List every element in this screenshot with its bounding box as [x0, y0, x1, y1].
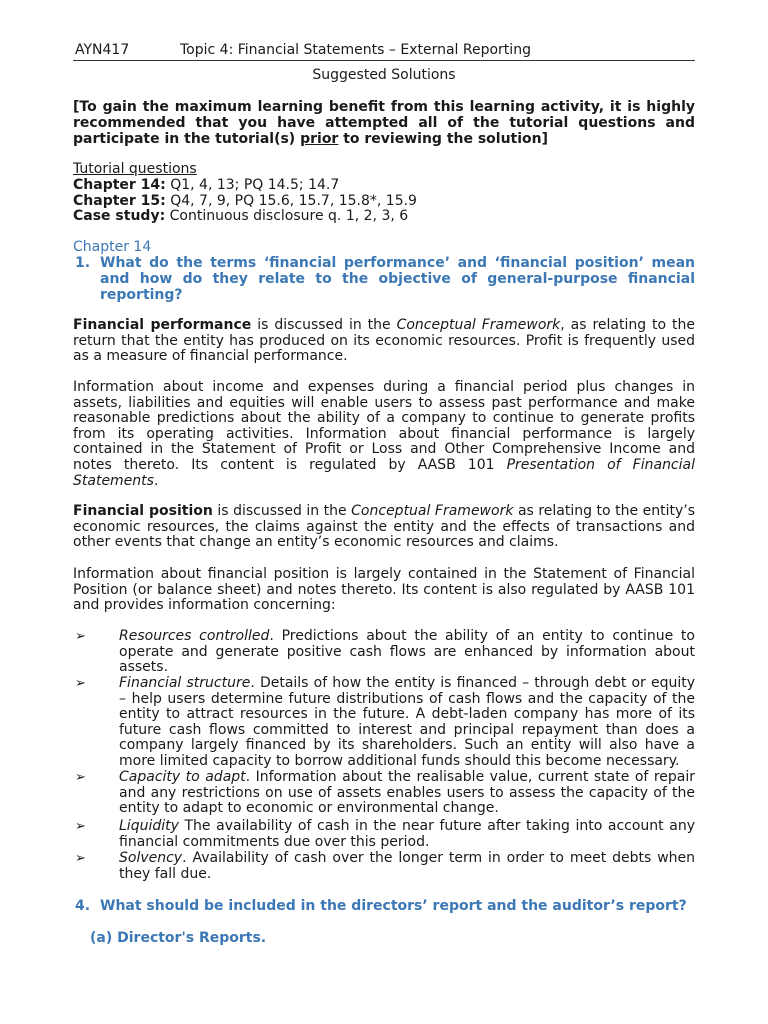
- tutorial-row: [73, 193, 417, 209]
- bullet-item: [73, 676, 695, 770]
- term: Financial performance: [73, 317, 252, 333]
- bullet-text: [119, 851, 695, 882]
- topic-title: Topic 4: Financial Statements – External Reporting: [180, 42, 531, 58]
- question-text: What should be included in the directors’ report and the auditor’s report?: [100, 898, 687, 914]
- tutorial-row: [73, 208, 408, 224]
- bullet-text: [119, 819, 695, 850]
- bullet-text: [119, 676, 695, 770]
- performance-info-para: [73, 380, 695, 489]
- bullet-term: Liquidity: [119, 818, 179, 834]
- standard-ref: Presentation of Financial Statements: [73, 456, 695, 489]
- row-value: Q4, 7, 9, PQ 15.6, 15.7, 15.8*, 15.9: [170, 193, 417, 209]
- financial-performance-para: [73, 318, 695, 365]
- framework-ref: Conceptual Framework: [351, 503, 514, 519]
- bullet-body: . Availability of cash over the longer term in order to meet debts when they fall due.: [119, 850, 695, 882]
- intro-text-b: to reviewing the solution]: [338, 131, 549, 147]
- bullet-item: [73, 851, 695, 882]
- text: Information about income and expenses during a financial period plus changes in assets, liabilities and equities will enable users to assess past performance and make reasonable predictions about the ability of a company to continue to generate profits from its operating activities. Information about financial performance is largely contained in the Statement of Profit or Loss and Other Comprehensive Income and notes thereto. Its content is regulated by AASB 101: [73, 379, 695, 473]
- bullet-term: Capacity to adapt: [119, 769, 246, 785]
- arrow-bullet-icon: ➢: [75, 770, 86, 785]
- text: , as relating to the return that the entity has produced on its economic resources. Profit is frequently used as a measure of financial performance.: [73, 317, 695, 365]
- bullet-term: Financial structure: [119, 675, 251, 691]
- tutorial-heading: Tutorial questions: [73, 161, 197, 177]
- row-value: Q1, 4, 13; PQ 14.5; 14.7: [170, 177, 340, 193]
- bullet-body: The availability of cash in the near future after taking into account any financial commitments due over this period.: [119, 818, 695, 850]
- text: .: [153, 472, 159, 489]
- question-number: 4.: [75, 898, 91, 914]
- arrow-bullet-icon: ➢: [75, 676, 86, 691]
- bullet-text: [119, 770, 695, 817]
- bullet-item: [73, 629, 695, 676]
- intro-underlined: prior: [300, 131, 339, 147]
- question-4: [73, 898, 695, 914]
- bullet-body: . Predictions about the ability of an entity to continue to operate and generate positive cash flows are enhanced by information about assets.: [119, 628, 695, 676]
- financial-position-para: [73, 504, 695, 551]
- question-number: 1.: [75, 255, 91, 271]
- question-text: What do the terms ‘financial performance’ and ‘financial position’ mean and how do they relate to the objective of general-purpose financial reporting?: [100, 255, 695, 303]
- bullet-term: Solvency: [119, 850, 183, 866]
- text: is discussed in the: [212, 503, 352, 519]
- tutorial-row: [73, 177, 339, 193]
- bullet-body: . Information about the realisable value, current state of repair and any restrictions on use of assets enables users to assess the capacity of the entity to adapt to economic or environmental change.: [119, 769, 695, 817]
- intro-text-a: [To gain the maximum learning benefit from this learning activity, it is highly recommended that you have attempted all of the tutorial questions and participate in the tutorial(s): [73, 99, 695, 147]
- question-1: [73, 255, 695, 303]
- bullet-term: Resources controlled: [119, 628, 270, 644]
- term: Financial position: [73, 503, 213, 519]
- bullet-item: [73, 819, 695, 850]
- arrow-bullet-icon: ➢: [75, 819, 86, 834]
- text: as relating to the entity’s economic resources, the claims against the entity and the effects of transactions and other events that change an entity’s economic resources and claims.: [73, 503, 695, 551]
- framework-ref: Conceptual Framework: [396, 317, 561, 333]
- row-label: Chapter 14:: [73, 177, 166, 193]
- page-header: [73, 41, 695, 61]
- row-label: Chapter 15:: [73, 193, 166, 209]
- arrow-bullet-icon: ➢: [75, 851, 86, 866]
- position-info-para: Information about financial position is largely contained in the Statement of Financial Position (or balance sheet) and notes thereto. Its content is also regulated by AASB 101 and provides information concerning:: [73, 566, 695, 614]
- bullet-item: [73, 770, 695, 817]
- text: is discussed in the: [251, 317, 397, 333]
- chapter-heading: Chapter 14: [73, 239, 152, 255]
- intro-note: [73, 99, 695, 147]
- course-code: AYN417: [75, 42, 130, 58]
- subheading-directors-report: (a) Director's Reports.: [90, 930, 267, 946]
- page-subtitle: Suggested Solutions: [312, 67, 456, 83]
- bullet-body: . Details of how the entity is financed – through debt or equity – help users determine future distributions of cash flows and the capacity of the entity to attract resources in the future. A debt-laden company has more of its future cash flows committed to interest and principal repayment than does a company largely financed by its shareholders. Such an entity will also have a more limited capacity to borrow additional funds should this become necessary.: [119, 675, 695, 769]
- bullet-text: [119, 629, 695, 676]
- row-value: Continuous disclosure q. 1, 2, 3, 6: [169, 208, 409, 224]
- row-label: Case study:: [73, 208, 166, 224]
- arrow-bullet-icon: ➢: [75, 629, 86, 644]
